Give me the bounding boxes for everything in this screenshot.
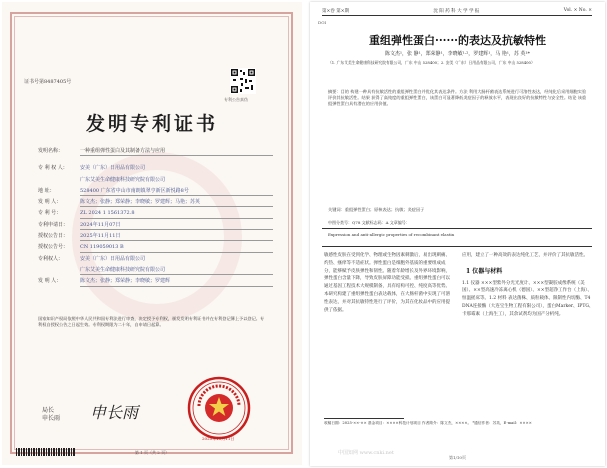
section-heading: 1 仪器与材料 (466, 267, 503, 275)
cert-row-invention-name (38, 148, 273, 154)
cert-label: 专 利 号： (38, 210, 62, 217)
cert-value: 2025年11月11日 (80, 233, 121, 240)
cert-value: 陈文杰；张静；郑荣静；李晓敏；罗建辉；马艳；苏英 (80, 199, 201, 206)
cert-row-grant-date (38, 233, 273, 239)
section-rule (322, 246, 592, 247)
cert-label: 发明名称： (38, 148, 64, 154)
header-volume: 第×卷 第×期 (322, 9, 349, 14)
cert-row-inventors (38, 199, 273, 205)
cert-row-patentee-repeat (38, 256, 273, 262)
cert-label: 专利申请日： (38, 221, 69, 228)
header-journal: 沈 阳 药 科 大 学 学 报 (433, 9, 480, 14)
cert-row-patentee-2 (38, 177, 273, 183)
director-label (42, 407, 60, 423)
national-seal-icon (187, 376, 251, 440)
cert-value: 广东艾美生命健康科技研究院有限公司 (80, 266, 166, 273)
cert-row-patentee-repeat-2 (38, 267, 273, 273)
field-underline (80, 240, 273, 241)
paper-classification: 中图分类号：Q78 文献标志码：A 文章编号： (328, 220, 410, 225)
qr-code-icon (230, 68, 256, 94)
certificate-fields (38, 148, 273, 290)
cert-label (38, 267, 80, 273)
cert-row-patent-number (38, 210, 273, 216)
seal-date: 2025年11月11日 (202, 436, 235, 441)
certificate-number: 证书号第8487405号 (24, 79, 72, 85)
site-watermark: 中国知网 www.cnki.net (338, 450, 394, 456)
cert-row-address (38, 188, 273, 194)
cert-value: 陈文杰；张静；郑荣静；李晓敏；罗建辉 (80, 278, 171, 285)
patent-certificate (2, 2, 302, 465)
paper-affiliation: （1. 广东艾美生命健康科技研究院有限公司，广东 中山 528400；2. 安美（广东）日用品有限公司，广东 中山 528400） (328, 60, 535, 65)
cert-label: 发 明 人： (38, 278, 62, 285)
field-underline (80, 195, 273, 196)
director-signature: 申长雨 (90, 403, 139, 422)
cert-row-inventors-repeat (38, 278, 273, 284)
field-underline (80, 252, 273, 253)
field-underline (80, 155, 273, 156)
paper-authors: 陈文杰¹，张 静¹，郑荣静¹，李晓敏¹·²，罗建辉¹，马 艳¹，苏 英¹* (385, 51, 530, 57)
cert-label: 专利权人： (38, 255, 64, 262)
paper-page-number: 第1/10页 (449, 455, 466, 460)
cert-value: 广东艾美生命健康科技研究院有限公司 (80, 176, 166, 183)
cert-value: 安美（广东）日用品有限公司 (80, 165, 146, 172)
field-underline (80, 206, 273, 207)
cert-value: 安美（广东）日用品有限公司 (80, 255, 146, 262)
field-underline (80, 286, 273, 287)
paper-footnotes: 收稿日期：2025-××-×× 基金项目：××××科技计划项目 作者简介：陈文杰，××××。 *通信作者：苏英，E-mail：×××× (324, 421, 532, 425)
cert-value: 一种重组弹性蛋白及其制备方法与应用 (80, 148, 166, 154)
cert-row-patentee (38, 165, 273, 171)
qr-caption: 专利公告真伪 (224, 97, 248, 102)
running-header (322, 8, 592, 14)
field-underline (80, 229, 273, 230)
field-underline (80, 274, 273, 275)
paper-english-title: Expression and anti-allergic properties of recombinant elastin (328, 232, 455, 237)
paper-abstract: 摘要：目的 构建一种具有抗敏活性的重组弹性蛋白并优化其表达条件。方法 利用大肠杆菌表达系统进行可溶性表达，经纯化后采用细胞实验评价其抗敏活性。结果 获得了高纯度的重组弹性蛋白，该蛋白可显著降低炎症因子的释放水平，表现出良好的抗敏特性与安全性。结论 该重组弹性蛋白具有潜在的应用价值。 (328, 89, 587, 106)
director-name: 申长雨 (42, 415, 61, 422)
cert-label: 授权公告号： (38, 244, 69, 251)
header-rule (322, 15, 592, 16)
director-title: 局长 (42, 407, 55, 414)
right-column-intro: 应用，建立了一种高效的表达纯化工艺，并评价了其抗敏活性。 (462, 253, 588, 258)
cert-row-grant-number (38, 244, 273, 250)
cert-label: 专 利 权 人： (38, 165, 68, 172)
footnote-rule (324, 418, 404, 419)
section-rule (322, 228, 592, 229)
certificate-notice: 国家知识产权局依照中华人民共和国专利法进行审查，决定授予专利权，颁发发明专利证书并在专利登记簿上予以登记。专利权自授权公告之日起生效。专利权期限为二十年，自申请日起算。 (38, 316, 265, 327)
cert-label: 授权公告日： (38, 233, 69, 240)
right-column-text: 1.1 仪器 ×××型紫外分光光度计、×××型凝胶成像系统（美国）、××型高速冷冻离心机（德国）、××型超净工作台（上海）、恒温摇床等。1.2 材料 表达菌株、质粒载体、限制性内切酶、T4 DNA连接酶（大连宝生物工程有限公司），蛋白Marker、IPTG、卡那霉素（上海生工），其余试剂均为国产分析纯。 (462, 280, 594, 317)
cert-value: ZL 2024 1 1561372.8 (80, 210, 135, 217)
body-column-right (462, 252, 594, 319)
certificate-title: 发明专利证书 (85, 114, 218, 135)
doi-label: DOI (318, 20, 327, 25)
cert-value: 2024年11月07日 (80, 221, 121, 228)
cert-value: CN 119059013 B (80, 244, 124, 251)
body-column-left: 敏感性皮肤在受到化学、物理或生物因素刺激后，易出现刺痛、灼热、瘙痒等不适症状。弹性蛋白是细胞外基质的重要组成成分，能够赋予皮肤弹性和韧性。随着年龄增长及外界环境影响，弹性蛋白含量下降，导致皮肤屏障功能受损。重组弹性蛋白可以通过基因工程技术大规模制备，具有结构可控、纯度高等优势。本研究构建了重组弹性蛋白表达载体，在大肠杆菌中实现了可溶性表达，并对其抗敏特性进行了评价，为其在化妆品中的应用提供了依据。 (324, 253, 450, 313)
cert-label: 发 明 人： (38, 199, 62, 206)
paper-keywords: 关键词：重组弹性蛋白；原核表达；抗敏；炎症因子 (328, 207, 425, 212)
cert-label: 地 址： (38, 187, 55, 194)
cert-row-application-date (38, 222, 273, 228)
header-volume-en: Vol. × No. × (563, 8, 592, 13)
certificate-page-number: 第 1 页（共 2 页） (134, 450, 170, 455)
cert-value: 528400 广东省中山市南朗镇翠亨新区新悦路8号 (80, 187, 189, 194)
cert-label (38, 177, 80, 183)
field-underline (80, 218, 273, 219)
paper-title: 重组弹性蛋白······的表达及抗敏特性 (369, 34, 546, 47)
journal-paper-page (310, 2, 605, 466)
